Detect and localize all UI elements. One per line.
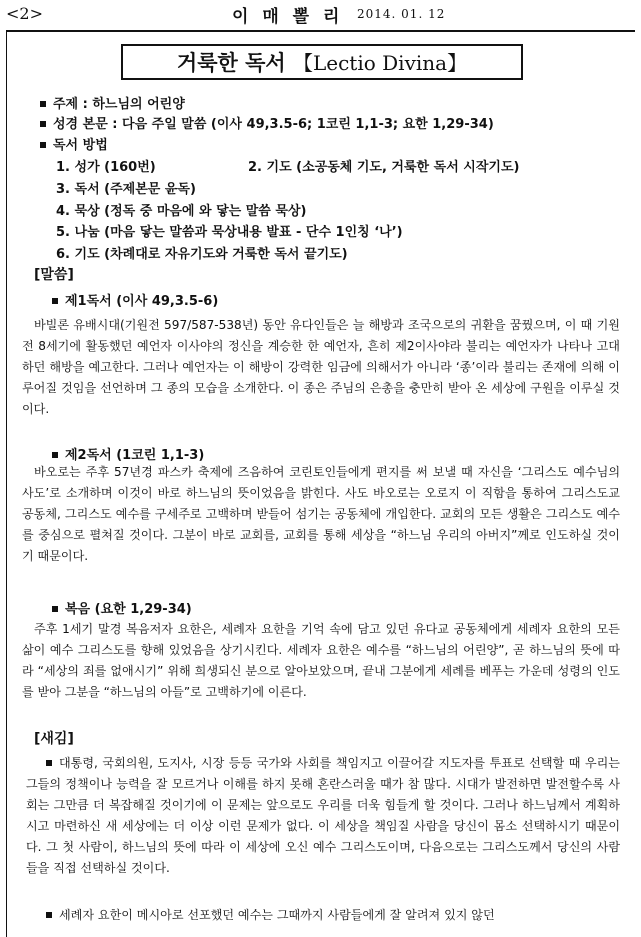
section-heading-reflection: [새김] bbox=[34, 731, 74, 747]
title-latin: 【Lectio Divina】 bbox=[292, 51, 468, 75]
reading-body: 바빌론 유배시대(기원전 597/587-538년) 동안 유다인들은 늘 해방과 조국으로의 귀환을 꿈꿨으며, 이 때 기원전 8세기에 활동했던 예언자 이사야의 정신을 계승한 한 예언자, 흔히 제2이사야라 불리는 예언자가 나타나 고대하던 해방을 예고한다. 그러나 예언자는 이 해방이 강력한 임금에 의해서가 아니라 ‘종’이라 불리는 존재에 의해 이루어질 것임을 선언하며 그 종의 모습을 소개한다. 이 종은 주님의 은총을 충만히 받아 온 세상에 구원을 이루실 것이다. bbox=[22, 318, 620, 416]
left-margin-rule bbox=[6, 30, 7, 937]
page-title bbox=[177, 47, 467, 77]
bullet-icon bbox=[40, 121, 46, 127]
step-2: 2. 기도 (소공동체 기도, 거룩한 독서 시작기도) bbox=[248, 160, 520, 175]
reading-heading: 제1독서 (이사 49,3.5-6) bbox=[52, 290, 218, 309]
bullet-icon bbox=[40, 101, 46, 107]
reflection-paragraph: 대통령, 국회의원, 도지사, 시장 등등 국가와 사회를 책임지고 이끌어갈 지도자를 투표로 선택할 때 우리는 그들의 정책이나 능력을 잘 모르거나 이해를 하지 못해 혼란스러울 때가 참 많다. 시대가 발전하면 발전할수록 사회는 그만큼 더 복잡해질 것이기에 이 문제는 앞으로도 우리를 더욱 힘들게 할 것이다. 그러나 하느님께서 계획하시고 마련하신 새 세상에는 더 이상 이런 문제가 없다. 이 세상을 책임질 사람을 당신이 몸소 선택하시기 때문이다. 그 첫 사람이, 하느님의 뜻에 따라 이 세상에 오신 예수 그리스도이며, 다음으로는 그리스도께서 당신의 사람들을 직접 선택하실 것이다. bbox=[26, 756, 620, 875]
reading-body: 주후 1세기 말경 복음저자 요한은, 세례자 요한을 기억 속에 담고 있던 유다교 공동체에게 세례자 요한의 모든 삶이 예수 그리스도를 향해 있었음을 상기시킨다. 세례자 요한은 예수를 “하느님의 어린양”, 곧 하느님의 뜻에 따라 “세상의 죄를 없애시기” 위해 희생되신 분으로 알아보았으며, 끝내 그분에게 세례를 베푸는 가운데 성령의 인도를 받아 그분을 “하느님의 아들”로 고백하기에 이른다. bbox=[22, 622, 620, 699]
text-line: 성경 본문 : 다음 주일 말씀 (이사 49,3.5-6; 1코린 1,1-3; 요한 1,29-34) bbox=[40, 113, 494, 132]
reading-body: 바오로는 주후 57년경 파스카 축제에 즈음하여 코린토인들에게 편지를 써 보낼 때 자신을 ‘그리스도 예수님의 사도’로 소개하며 이것이 바로 하느님의 뜻이었음을 밝힌다. 사도 바오로는 오로지 이 직함을 통하여 그리스도교 공동체, 그리스도 예수를 구세주로 고백하며 받들어 섬기는 공동체에 개입한다. 교회의 모든 생활은 그리스도 예수를 중심으로 펼쳐질 것이다. 그분이 바로 교회를, 교회를 통해 세상을 “하느님 우리의 아버지”께로 인도하실 것이기 때문이다. bbox=[22, 465, 620, 563]
step-3: 3. 독서 (주제본문 윤독) bbox=[56, 182, 196, 197]
reflection-paragraph: 세례자 요한이 메시아로 선포했던 예수는 그때까지 사람들에게 잘 알려져 있지 않던 bbox=[46, 906, 495, 923]
title-korean: 거룩한 독서 bbox=[176, 51, 286, 75]
page-number: <2> bbox=[6, 4, 43, 23]
step-4: 4. 묵상 (정독 중 마음에 와 닿는 말씀 묵상) bbox=[56, 204, 307, 219]
bulletin-name: 이 매 뽈 리 bbox=[232, 7, 344, 27]
theme-line: 주제 : 하느님의 어린양 bbox=[40, 93, 185, 112]
step-6: 6. 기도 (차례대로 자유기도와 거룩한 독서 끝기도) bbox=[56, 247, 348, 262]
step-5: 5. 나눔 (마음 닿는 말씀과 묵상내용 발표 - 단수 1인칭 ‘나’) bbox=[56, 225, 403, 240]
bullet-icon bbox=[46, 760, 52, 766]
bullet-icon bbox=[52, 298, 58, 304]
bullet-icon bbox=[46, 912, 52, 918]
bullet-icon bbox=[52, 606, 58, 612]
bullet-icon bbox=[52, 452, 58, 458]
reading-heading: 제2독서 (1코린 1,1-3) bbox=[52, 444, 204, 463]
section-heading-word: [말씀] bbox=[34, 267, 74, 283]
header-rule bbox=[6, 30, 635, 32]
reading-heading: 복음 (요한 1,29-34) bbox=[52, 598, 192, 617]
step-1: 1. 성가 (160번) bbox=[56, 160, 156, 175]
method-line: 독서 방법 bbox=[40, 134, 108, 153]
bulletin-date: 2014. 01. 12 bbox=[357, 7, 446, 21]
bullet-icon bbox=[40, 142, 46, 148]
title-box bbox=[121, 44, 523, 80]
